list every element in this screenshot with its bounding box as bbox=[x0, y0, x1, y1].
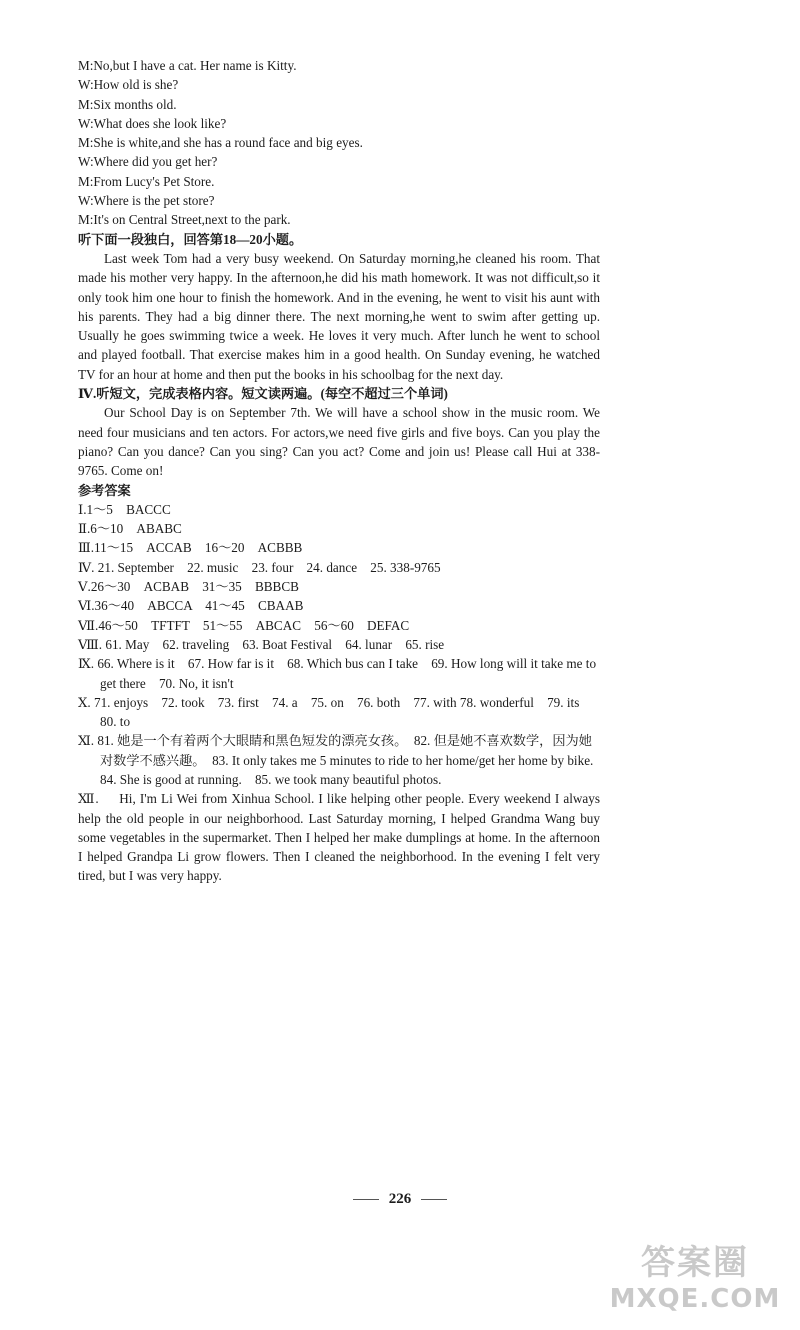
answer-row: Ⅵ.36～40 ABCCA 41～45 CBAAB bbox=[78, 598, 304, 614]
essay-block bbox=[78, 789, 600, 885]
essay-text: Hi, I'm Li Wei from Xinhua School. I like helping other people. Every weekend I always help the old people in our neighborhood. Last Saturday morning, I helped Grandma Wang buy some vegetables in the supermarket. Then I helped her make dumplings at home. In the afternoon I helped Grandpa Li grow flowers. Then I cleaned the neighborhood. In the evening I felt very tired, but I was very happy. bbox=[78, 791, 600, 884]
essay-label: Ⅻ. bbox=[78, 791, 99, 807]
dialogue-line: W:What does she look like? bbox=[78, 115, 227, 131]
dialogue-line: W:How old is she? bbox=[78, 77, 179, 93]
monologue-text: Last week Tom had a very busy weekend. On Saturday morning,he cleaned his room. That made his mother very happy. In the afternoon,he did his math homework. It was not difficult,so it only took him one hour to finish the homework. And in the evening, he went to visit his aunt with his parents. They had a big dinner there. The next morning,he went to swim after getting up. Usually he goes swimming twice a week. He loves it very much. After lunch he went to school and played football. That exercise makes him in a good health. On Sunday evening, he watched TV for an hour at home and then put the books in his schoolbag for the next day. bbox=[78, 250, 600, 382]
page-number bbox=[0, 1191, 800, 1208]
page-content bbox=[78, 56, 607, 886]
answer-row: Ⅹ. 71. enjoys 72. took 73. first 74. a 75. on 76. both 77. with 78. wonderful 79. its 80. to bbox=[78, 694, 593, 730]
dialogue-line: M:She is white,and she has a round face and big eyes. bbox=[78, 135, 363, 151]
answer-row: Ⅸ. 66. Where is it 67. How far is it 68. Which bus can I take 69. How long will it take me to get there 70. No, it isn't bbox=[78, 656, 597, 691]
watermark-logo bbox=[600, 1242, 790, 1322]
answers-heading: 参考答案 bbox=[78, 482, 131, 498]
dialogue-line: M:Six months old. bbox=[78, 96, 177, 112]
dialogue-line: M:From Lucy's Pet Store. bbox=[78, 173, 215, 189]
answer-row: Ⅰ.1～5 BACCC bbox=[78, 501, 171, 517]
answer-row: Ⅺ. 81. 她是一个有着两个大眼睛和黑色短发的漂亮女孩。 82. 但是她不喜欢数学，因为她对数学不感兴趣。 83. It only takes me 5 minutes to ride to her home/get her home by bike. 84. She is good at running. 85. we took many beautiful photos. bbox=[78, 733, 607, 787]
watermark-bottom: MXQE.COM bbox=[609, 1284, 781, 1314]
answer-row: Ⅲ.11～15 ACCAB 16～20 ACBBB bbox=[78, 540, 303, 556]
answer-list bbox=[78, 500, 607, 789]
answer-row: Ⅷ. 61. May 62. traveling 63. Boat Festival 64. lunar 65. rise bbox=[78, 636, 445, 652]
answer-row: Ⅶ.46～50 TFTFT 51～55 ABCAC 56～60 DEFAC bbox=[78, 617, 410, 633]
dialogue-line: M:No,but I have a cat. Her name is Kitty. bbox=[78, 58, 297, 73]
answer-row: Ⅴ.26～30 ACBAB 31～35 BBBCB bbox=[78, 579, 299, 595]
dialogue-line: M:It's on Central Street,next to the park. bbox=[78, 212, 291, 228]
answer-row: Ⅱ.6～10 ABABC bbox=[78, 521, 182, 537]
page-number-text: 226 bbox=[388, 1191, 412, 1207]
dialogue-block bbox=[78, 56, 600, 230]
dialogue-line: W:Where is the pet store? bbox=[78, 193, 215, 209]
section4-text: Our School Day is on September 7th. We will have a school show in the music room. We need four musicians and ten actors. For actors,we need five girls and five boys. Can you play the piano? Can you dance? Can you sing? Can you act? Come and join us! Please call Hui at 338-9765. Come on! bbox=[78, 405, 600, 479]
watermark-top: 答案圈 bbox=[641, 1243, 749, 1283]
section4-heading: Ⅳ.听短文，完成表格内容。短文读两遍。(每空不超过三个单词) bbox=[78, 386, 448, 402]
answer-row: Ⅳ. 21. September 22. music 23. four 24. dance 25. 338-9765 bbox=[78, 559, 441, 575]
monologue-heading: 听下面一段独白，回答第18—20小题。 bbox=[78, 231, 303, 247]
dialogue-line: W:Where did you get her? bbox=[78, 154, 218, 170]
